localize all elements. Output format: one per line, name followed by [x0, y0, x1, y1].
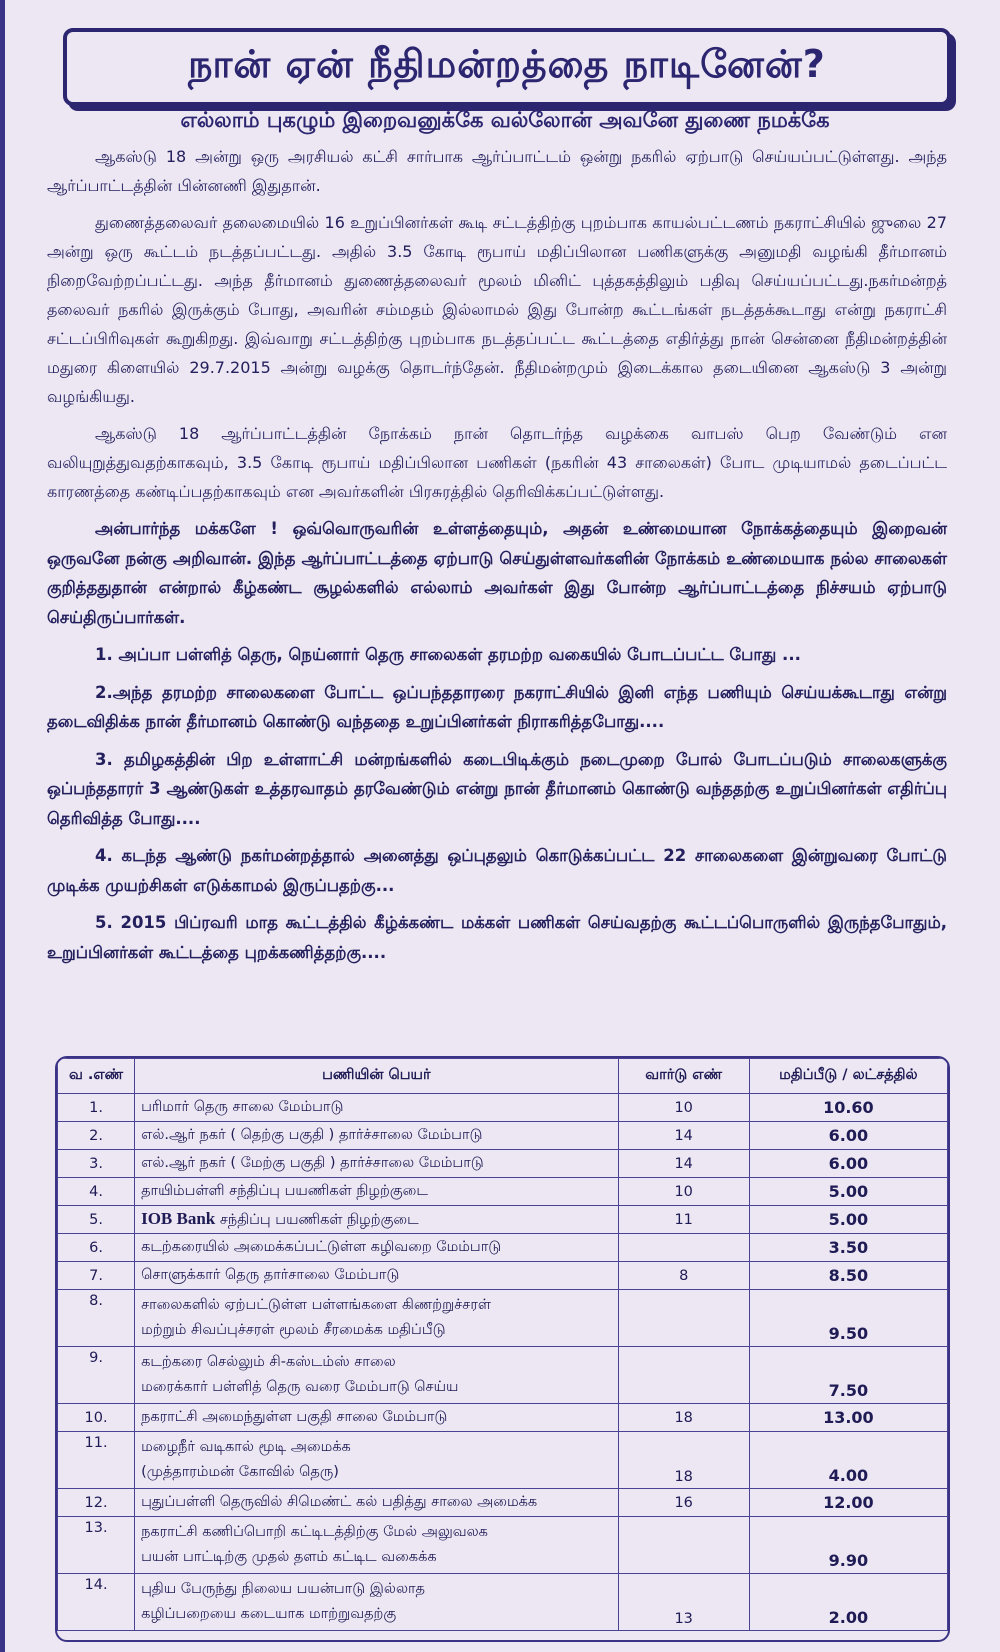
- table-row: [58, 1347, 948, 1404]
- ward-cell: 8: [618, 1262, 749, 1290]
- table-row: [58, 1094, 948, 1122]
- table-header-row: [58, 1059, 948, 1094]
- estimate-cell: 9.50: [749, 1290, 947, 1347]
- serial-cell: 3.: [58, 1150, 135, 1178]
- header-work-name: பணியின் பெயர்: [135, 1059, 619, 1094]
- bold-paragraph: 5. 2015 பிப்ரவரி மாத கூட்டத்தில் கீழ்க்கண்ட மக்கள் பணிகள் செய்வதற்கு கூட்டப்பொருளில் இருந்தபோதும், உறுப்பினர்கள் கூட்டத்தை புறக்கணித்தற்கு....: [47, 913, 947, 962]
- header-ward: வார்டு எண்: [618, 1059, 749, 1094]
- serial-cell: 7.: [58, 1262, 135, 1290]
- serial-cell: 9.: [58, 1347, 135, 1404]
- paragraph: ஆகஸ்டு 18 அன்று ஒரு அரசியல் கட்சி சார்பாக ஆர்ப்பாட்டம் ஒன்று நகரில் ஏற்பாடு செய்யப்பட்டுள்ளது. அந்த ஆர்ப்பாட்டத்தின் பின்னணி இதுதான்.: [47, 147, 947, 195]
- bold-paragraph: 2.அந்த தரமற்ற சாலைகளை போட்ட ஒப்பந்ததாரரை நகராட்சியில் இனி எந்த பணியும் செய்யக்கூடாது என்று தடைவிதிக்க நான் தீர்மானம் கொண்டு வந்ததை உறுப்பினர்கள் நிராகரித்தபோது....: [47, 682, 947, 731]
- work-line: புதுப்பள்ளி தெருவில் சிமெண்ட் கல் பதித்து சாலை அமைக்க: [141, 1494, 538, 1510]
- table-row: [58, 1178, 948, 1206]
- work-line: கடற்கரை செல்லும் சி-கஸ்டம்ஸ் சாலை: [141, 1354, 396, 1370]
- ward-cell: 14: [618, 1122, 749, 1150]
- work-line: தாயிம்பள்ளி சந்திப்பு பயணிகள் நிழற்குடை: [141, 1183, 428, 1199]
- work-line: மற்றும் சிவப்புச்சரள் மூலம் சீரமைக்க மதிப்பீடு: [141, 1322, 446, 1338]
- work-name-cell: [135, 1094, 619, 1122]
- bold-paragraph: 3. தமிழகத்தின் பிற உள்ளாட்சி மன்றங்களில் கடைபிடிக்கும் நடைமுறை போல் போடப்படும் சாலைகளுக்கு ஒப்பந்ததாரர் 3 ஆண்டுகள் உத்தரவாதம் தரவேண்டும் என்று நான் தீர்மானம் கொண்டு வந்ததற்கு உறுப்பினர்கள் எதிர்ப்பு தெரிவித்த போது....: [47, 749, 947, 828]
- work-name-cell: [135, 1432, 619, 1489]
- estimate-cell: 12.00: [749, 1489, 947, 1517]
- table-row: [58, 1262, 948, 1290]
- ward-cell: 14: [618, 1150, 749, 1178]
- ward-cell: 13: [618, 1574, 749, 1631]
- serial-cell: 6.: [58, 1234, 135, 1262]
- work-line: சாலைகளில் ஏற்பட்டுள்ள பள்ளங்களை கிணற்றுச்சரள்: [141, 1297, 491, 1313]
- work-line: எல்.ஆர் நகர் ( தெற்கு பகுதி ) தார்ச்சாலை மேம்பாடு: [141, 1127, 483, 1143]
- page-title: நான் ஏன் நீதிமன்றத்தை நாடினேன்?: [188, 42, 826, 86]
- work-name-cell: [135, 1262, 619, 1290]
- table-row: [58, 1517, 948, 1574]
- serial-cell: 5.: [58, 1206, 135, 1234]
- estimate-cell: 13.00: [749, 1404, 947, 1432]
- work-line: பரிமார் தெரு சாலை மேம்பாடு: [141, 1099, 344, 1115]
- work-line: புதிய பேருந்து நிலைய பயன்பாடு இல்லாத: [141, 1581, 426, 1597]
- work-name-cell: [135, 1234, 619, 1262]
- estimate-cell: 5.00: [749, 1206, 947, 1234]
- bank-name: IOB Bank: [141, 1209, 216, 1228]
- estimate-cell: 3.50: [749, 1234, 947, 1262]
- table-row: [58, 1122, 948, 1150]
- ward-cell: [618, 1347, 749, 1404]
- work-line: நகராட்சி அமைந்துள்ள பகுதி சாலை மேம்பாடு: [141, 1409, 448, 1425]
- ward-cell: [618, 1290, 749, 1347]
- work-name-cell: [135, 1150, 619, 1178]
- work-name-cell: [135, 1347, 619, 1404]
- work-name-cell: [135, 1574, 619, 1631]
- table-row: [58, 1206, 948, 1234]
- work-name-cell: [135, 1122, 619, 1150]
- bold-paragraph: 1. அப்பா பள்ளித் தெரு, நெய்னார் தெரு சாலைகள் தரமற்ற வகையில் போடப்பட்ட போது ...: [95, 645, 801, 664]
- ward-cell: 16: [618, 1489, 749, 1517]
- works-table-wrap: [55, 1056, 950, 1642]
- work-line: பயன் பாட்டிற்கு முதல் தளம் கட்டிட வகைக்க: [141, 1549, 437, 1565]
- ward-cell: 10: [618, 1178, 749, 1206]
- work-line: எல்.ஆர் நகர் ( மேற்கு பகுதி ) தார்ச்சாலை மேம்பாடு: [141, 1155, 484, 1171]
- work-name-cell: [135, 1206, 619, 1234]
- estimate-cell: 7.50: [749, 1347, 947, 1404]
- serial-cell: 4.: [58, 1178, 135, 1206]
- table-row: [58, 1432, 948, 1489]
- paragraph: துணைத்தலைவர் தலைமையில் 16 உறுப்பினர்கள் கூடி சட்டத்திற்கு புறம்பாக காயல்பட்டணம் நகராட்சியில் ஜுலை 27 அன்று ஒரு கூட்டம் நடத்தப்பட்டது. அதில் 3.5 கோடி ரூபாய் மதிப்பிலான பணிகளுக்கு அனுமதி வழங்கி தீர்மானம் நிறைவேற்றப்பட்டது. அந்த தீர்மானம் துணைத்தலைவர் மூலம் மினிட் புத்தகத்திலும் பதிவு செய்யப்பட்டது.நகர்மன்றத் தலைவர் நகரில் இருக்கும் போது, அவரின் சம்மதம் இல்லாமல் இது போன்ற கூட்டங்கள் நடத்தக்கூடாது என்று நகராட்சி சட்டப்பிரிவுகள் கூறுகிறது. இவ்வாறு சட்டத்திற்கு புறம்பாக நடத்தப்பட்ட கூட்டத்தை எதிர்த்து நான் சென்னை நீதிமன்றத்தின் மதுரை கிளையில் 29.7.2015 அன்று வழக்கு தொடர்ந்தேன். நீதிமன்றமும் இடைக்கால தடையினை ஆகஸ்டு 3 அன்று வழங்கியது.: [47, 213, 947, 406]
- table-body: [58, 1094, 948, 1631]
- serial-cell: 8.: [58, 1290, 135, 1347]
- ward-cell: [618, 1517, 749, 1574]
- work-line: நகராட்சி கணிப்பொறி கட்டிடத்திற்கு மேல் அலுவலக: [141, 1524, 488, 1540]
- work-line: சந்திப்பு பயணிகள் நிழற்குடை: [215, 1212, 419, 1228]
- work-line: (முத்தாரம்மன் கோவில் தெரு): [141, 1464, 339, 1480]
- serial-cell: 12.: [58, 1489, 135, 1517]
- serial-cell: 2.: [58, 1122, 135, 1150]
- estimate-cell: 10.60: [749, 1094, 947, 1122]
- serial-cell: 11.: [58, 1432, 135, 1489]
- work-name-cell: [135, 1404, 619, 1432]
- estimate-cell: 6.00: [749, 1150, 947, 1178]
- title-box: [63, 28, 951, 106]
- serial-cell: 1.: [58, 1094, 135, 1122]
- work-name-cell: [135, 1290, 619, 1347]
- bold-paragraph: அன்பார்ந்த மக்களே ! ஒவ்வொருவரின் உள்ளத்தையும், அதன் உண்மையான நோக்கத்தையும் இறைவன் ஒருவனே நன்கு அறிவான். இந்த ஆர்ப்பாட்டத்தை ஏற்பாடு செய்துள்ளவர்களின் நோக்கம் உண்மையாக நல்ல சாலைகள் குறித்ததுதான் என்றால் கீழ்கண்ட சூழல்களில் எல்லாம் அவர்கள் இது போன்ற ஆர்ப்பாட்டத்தை நிச்சயம் ஏற்பாடு செய்திருப்பார்கள்.: [47, 519, 947, 627]
- estimate-cell: 8.50: [749, 1262, 947, 1290]
- header-serial: வ .எண்: [58, 1059, 135, 1094]
- serial-cell: 10.: [58, 1404, 135, 1432]
- header-estimate: மதிப்பீடு / லட்சத்தில்: [749, 1059, 947, 1094]
- work-line: மழைநீர் வடிகால் மூடி அமைக்க: [141, 1439, 351, 1455]
- estimate-cell: 2.00: [749, 1574, 947, 1631]
- table-row: [58, 1290, 948, 1347]
- ward-cell: [618, 1234, 749, 1262]
- ward-cell: 11: [618, 1206, 749, 1234]
- estimate-cell: 9.90: [749, 1517, 947, 1574]
- bold-paragraph: 4. கடந்த ஆண்டு நகர்மன்றத்தால் அனைத்து ஒப்புதலும் கொடுக்கப்பட்ட 22 சாலைகளை இன்றுவரை போட்டு முடிக்க முயற்சிகள் எடுக்காமல் இருப்பதற்கு...: [47, 846, 947, 895]
- works-table: [57, 1058, 948, 1631]
- serial-cell: 14.: [58, 1574, 135, 1631]
- table-row: [58, 1150, 948, 1178]
- table-row: [58, 1234, 948, 1262]
- table-row: [58, 1574, 948, 1631]
- ward-cell: 10: [618, 1094, 749, 1122]
- subtitle: எல்லாம் புகழும் இறைவனுக்கே வல்லோன் அவனே துணை நமக்கே: [180, 108, 830, 132]
- work-name-cell: [135, 1517, 619, 1574]
- work-line: சொளுக்கார் தெரு தார்சாலை மேம்பாடு: [141, 1267, 400, 1283]
- body-text: [47, 142, 947, 975]
- serial-cell: 13.: [58, 1517, 135, 1574]
- work-name-cell: [135, 1489, 619, 1517]
- estimate-cell: 5.00: [749, 1178, 947, 1206]
- table-row: [58, 1489, 948, 1517]
- table-row: [58, 1404, 948, 1432]
- ward-cell: 18: [618, 1432, 749, 1489]
- work-name-cell: [135, 1178, 619, 1206]
- estimate-cell: 4.00: [749, 1432, 947, 1489]
- work-line: கழிப்பறையை கடையாக மாற்றுவதற்கு: [141, 1606, 397, 1622]
- work-line: மரைக்கார் பள்ளித் தெரு வரை மேம்பாடு செய்ய: [141, 1379, 459, 1395]
- work-line: கடற்கரையில் அமைக்கப்பட்டுள்ள கழிவறை மேம்பாடு: [141, 1239, 502, 1255]
- paragraph: ஆகஸ்டு 18 ஆர்ப்பாட்டத்தின் நோக்கம் நான் தொடர்ந்த வழக்கை வாபஸ் பெற வேண்டும் என வலியுறுத்துவதற்காகவும், 3.5 கோடி ரூபாய் மதிப்பிலான பணிகள் (நகரின் 43 சாலைகள்) போட முடியாமல் தடைப்பட்ட காரணத்தை கண்டிப்பதற்காகவும் என அவர்களின் பிரசுரத்தில் தெரிவிக்கப்பட்டுள்ளது.: [47, 424, 947, 501]
- ward-cell: 18: [618, 1404, 749, 1432]
- estimate-cell: 6.00: [749, 1122, 947, 1150]
